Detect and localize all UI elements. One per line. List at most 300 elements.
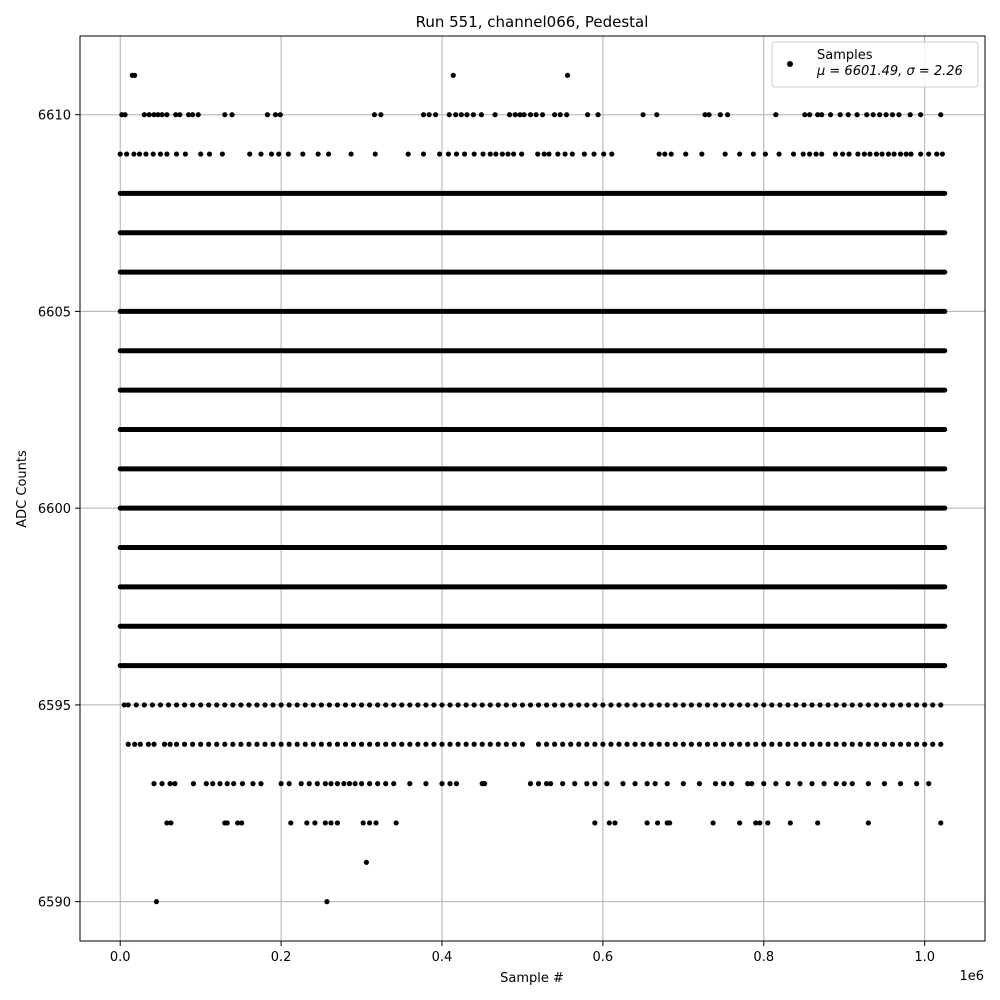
sample-point [926, 151, 931, 156]
sample-point [328, 781, 333, 786]
sample-point [751, 151, 756, 156]
sample-point [147, 112, 152, 117]
sample-point [383, 742, 388, 747]
sample-point [335, 742, 340, 747]
sample-point [439, 742, 444, 747]
sample-point [359, 702, 364, 707]
sample-point [433, 112, 438, 117]
sample-point [763, 151, 768, 156]
sample-point [447, 781, 452, 786]
legend-label: Samples [817, 48, 873, 63]
sample-point [295, 742, 300, 747]
sample-point [311, 742, 316, 747]
sample-point [534, 112, 539, 117]
sample-point [737, 742, 742, 747]
sample-point [348, 151, 353, 156]
sample-point [898, 702, 903, 707]
sample-point [126, 742, 131, 747]
sample-point [785, 781, 790, 786]
sample-point [288, 820, 293, 825]
sample-point [164, 112, 169, 117]
sample-point [462, 151, 467, 156]
sample-point [519, 151, 524, 156]
sample-point [225, 781, 230, 786]
sample-point [286, 151, 291, 156]
sample-point [167, 781, 172, 786]
sample-point [407, 742, 412, 747]
sample-point [206, 742, 211, 747]
sample-point [721, 702, 726, 707]
sample-point [934, 151, 939, 156]
sample-point [697, 781, 702, 786]
sample-point [504, 742, 509, 747]
sample-point [908, 112, 913, 117]
sample-point [480, 151, 485, 156]
sample-point [207, 151, 212, 156]
sample-point [278, 112, 283, 117]
y-tick-label: 6605 [37, 305, 71, 321]
sample-point [500, 151, 505, 156]
sample-point [822, 781, 827, 786]
sample-point [601, 151, 606, 156]
sample-point [866, 742, 871, 747]
sample-point [864, 112, 869, 117]
sample-point [815, 820, 820, 825]
sample-point [230, 702, 235, 707]
sample-point [877, 112, 882, 117]
sample-point [270, 702, 275, 707]
sample-point [777, 742, 782, 747]
sample-point [177, 112, 182, 117]
sample-point [654, 112, 659, 117]
sample-point [521, 112, 526, 117]
sample-point [375, 781, 380, 786]
sample-point [699, 151, 704, 156]
sample-point [535, 151, 540, 156]
sample-point [287, 781, 292, 786]
sample-point [867, 151, 872, 156]
sample-point [328, 820, 333, 825]
sample-point [842, 702, 847, 707]
sample-point [544, 742, 549, 747]
sample-point [591, 151, 596, 156]
x-tick-label: 1.0 [914, 950, 936, 965]
sample-point [343, 742, 348, 747]
sample-point [914, 702, 919, 707]
sample-point [568, 702, 573, 707]
sample-point [351, 702, 356, 707]
sample-point [562, 151, 567, 156]
sample-point [431, 702, 436, 707]
sample-point [122, 112, 127, 117]
sample-point [858, 702, 863, 707]
sample-point [689, 702, 694, 707]
sample-point [749, 781, 754, 786]
sample-point [351, 742, 356, 747]
sample-point [558, 112, 563, 117]
sample-point [600, 742, 605, 747]
sample-point [908, 151, 913, 156]
sample-point [657, 151, 662, 156]
y-axis-title: ADC Counts [15, 450, 30, 528]
sample-point [488, 742, 493, 747]
sample-point [265, 112, 270, 117]
sample-point [776, 151, 781, 156]
sample-point [454, 781, 459, 786]
sample-point [649, 702, 654, 707]
sample-point [938, 820, 943, 825]
legend-marker [787, 61, 793, 67]
sample-point [158, 151, 163, 156]
sample-point [705, 702, 710, 707]
sample-point [801, 151, 806, 156]
sample-point [632, 781, 637, 786]
sample-point [273, 112, 278, 117]
sample-point [802, 112, 807, 117]
sample-point [710, 820, 715, 825]
sample-point [828, 112, 833, 117]
sample-point [938, 112, 943, 117]
sample-point [482, 781, 487, 786]
sample-point [930, 702, 935, 707]
sample-point [247, 151, 252, 156]
sample-point [258, 781, 263, 786]
sample-point [493, 151, 498, 156]
sample-point [239, 820, 244, 825]
sample-point [641, 112, 646, 117]
sample-point [926, 781, 931, 786]
sample-point [304, 820, 309, 825]
sample-point [592, 820, 597, 825]
sample-point [838, 112, 843, 117]
sample-point [793, 742, 798, 747]
sample-point [745, 702, 750, 707]
sample-point [882, 742, 887, 747]
sample-point [464, 702, 469, 707]
sample-point [834, 702, 839, 707]
sample-point [552, 742, 557, 747]
sample-point [307, 781, 312, 786]
sample-point [174, 702, 179, 707]
sample-point [582, 151, 587, 156]
sample-point [879, 151, 884, 156]
sample-point [446, 151, 451, 156]
sample-point [632, 742, 637, 747]
sample-point [167, 742, 172, 747]
sample-point [146, 742, 151, 747]
sample-point [222, 702, 227, 707]
sample-point [190, 112, 195, 117]
sample-point [421, 112, 426, 117]
sample-point [737, 151, 742, 156]
sample-point [914, 742, 919, 747]
sample-point [753, 742, 758, 747]
sample-point [451, 73, 456, 78]
sample-point [367, 781, 372, 786]
sample-point [183, 151, 188, 156]
sample-point [276, 151, 281, 156]
sample-point [777, 702, 782, 707]
sample-point [697, 702, 702, 707]
sample-point [131, 151, 136, 156]
sample-point [335, 820, 340, 825]
sample-point [347, 781, 352, 786]
sample-point [564, 112, 569, 117]
chart-title: Run 551, channel066, Pedestal [415, 13, 649, 31]
sample-point [673, 702, 678, 707]
sample-point [649, 742, 654, 747]
sample-point [214, 742, 219, 747]
sample-point [673, 742, 678, 747]
sample-point [383, 702, 388, 707]
sample-point [231, 781, 236, 786]
sample-point [258, 151, 263, 156]
sample-point [164, 151, 169, 156]
sample-point [375, 742, 380, 747]
sample-point [713, 781, 718, 786]
sample-point [866, 702, 871, 707]
sample-point [353, 781, 358, 786]
sample-point [472, 702, 477, 707]
sample-point [359, 742, 364, 747]
sample-point [874, 702, 879, 707]
sample-point [866, 781, 871, 786]
sample-point [938, 742, 943, 747]
sample-point [819, 112, 824, 117]
sample-point [238, 702, 243, 707]
sample-point [299, 781, 304, 786]
sample-point [753, 702, 758, 707]
sample-point [507, 112, 512, 117]
sample-point [455, 742, 460, 747]
sample-point [327, 742, 332, 747]
sample-point [718, 112, 723, 117]
sample-point [238, 742, 243, 747]
sample-point [323, 781, 328, 786]
x-axis-title: Sample # [500, 971, 564, 986]
sample-point [423, 702, 428, 707]
sample-point [287, 702, 292, 707]
sample-point [584, 781, 589, 786]
sample-point [479, 112, 484, 117]
sample-point [801, 742, 806, 747]
sample-point [769, 702, 774, 707]
sample-point [898, 151, 903, 156]
sample-point [938, 702, 943, 707]
sample-point [729, 742, 734, 747]
sample-point [540, 112, 545, 117]
sample-point [254, 702, 259, 707]
sample-point [898, 781, 903, 786]
sample-point [842, 742, 847, 747]
sample-point [713, 742, 718, 747]
sample-point [415, 702, 420, 707]
sample-point [496, 702, 501, 707]
sample-point [896, 112, 901, 117]
sample-point [488, 151, 493, 156]
sample-point [138, 742, 143, 747]
sample-point [225, 820, 230, 825]
sample-point [198, 742, 203, 747]
sample-point [319, 702, 324, 707]
sample-point [807, 151, 812, 156]
sample-point [858, 742, 863, 747]
sample-point [874, 742, 879, 747]
sample-point [592, 742, 597, 747]
sample-point [930, 742, 935, 747]
x-tick-label: 0.2 [270, 950, 292, 965]
sample-point [797, 781, 802, 786]
sample-point [190, 742, 195, 747]
sample-point [367, 820, 372, 825]
sample-point [134, 702, 139, 707]
sample-point [391, 781, 396, 786]
grid-lines [80, 36, 985, 941]
sample-point [882, 702, 887, 707]
legend-stats: μ = 6601.49, σ = 2.26 [817, 64, 963, 79]
sample-point [447, 702, 452, 707]
sample-point [453, 112, 458, 117]
sample-point [230, 742, 235, 747]
sample-point [327, 702, 332, 707]
sample-point [383, 781, 388, 786]
sample-point [737, 820, 742, 825]
sample-point [323, 820, 328, 825]
sample-point [217, 781, 222, 786]
sample-point [757, 820, 762, 825]
sample-point [608, 742, 613, 747]
sample-point [528, 702, 533, 707]
sample-point [399, 702, 404, 707]
sample-point [407, 781, 412, 786]
sample-point [807, 112, 812, 117]
sample-point [512, 702, 517, 707]
sample-point [279, 781, 284, 786]
sample-point [182, 742, 187, 747]
sample-point [166, 702, 171, 707]
sample-point [595, 112, 600, 117]
sample-point [143, 151, 148, 156]
sample-point [891, 151, 896, 156]
sample-point [311, 702, 316, 707]
sample-point [198, 702, 203, 707]
sample-point [809, 781, 814, 786]
legend [772, 42, 978, 87]
sample-point [555, 151, 560, 156]
sample-point [632, 702, 637, 707]
sample-point [372, 112, 377, 117]
sample-point [570, 151, 575, 156]
sample-point [142, 112, 147, 117]
sample-point [855, 151, 860, 156]
sample-point [761, 702, 766, 707]
sample-point [373, 151, 378, 156]
sample-point [765, 820, 770, 825]
sample-point [488, 702, 493, 707]
sample-point [616, 702, 621, 707]
sample-point [471, 112, 476, 117]
sample-point [667, 820, 672, 825]
sample-point [406, 151, 411, 156]
sample-point [174, 742, 179, 747]
sample-point [262, 742, 267, 747]
sample-point [624, 742, 629, 747]
sample-point [407, 702, 412, 707]
x-tick-label: 0.6 [592, 950, 614, 965]
sample-point [472, 742, 477, 747]
sample-point [600, 702, 605, 707]
sample-point [536, 742, 541, 747]
sample-point [204, 781, 209, 786]
sample-point [431, 742, 436, 747]
sample-point [159, 781, 164, 786]
sample-point [721, 781, 726, 786]
sample-point [918, 112, 923, 117]
sample-point [447, 742, 452, 747]
sample-point [801, 702, 806, 707]
sample-point [681, 781, 686, 786]
x-tick-label: 0.0 [109, 950, 131, 965]
sample-point [214, 702, 219, 707]
sample-point [665, 702, 670, 707]
sample-point [391, 702, 396, 707]
sample-point [616, 742, 621, 747]
sample-point [158, 702, 163, 707]
sample-point [607, 820, 612, 825]
sample-point [817, 702, 822, 707]
sample-point [421, 151, 426, 156]
sample-point [866, 820, 871, 825]
sample-point [657, 702, 662, 707]
sample-point [761, 742, 766, 747]
sample-point [536, 702, 541, 707]
sample-point [312, 820, 317, 825]
sample-point [922, 702, 927, 707]
sample-point [608, 702, 613, 707]
sample-point [151, 151, 156, 156]
sample-point [520, 742, 525, 747]
sample-point [612, 820, 617, 825]
sample-point [544, 702, 549, 707]
sample-point [196, 112, 201, 117]
sample-point [850, 702, 855, 707]
y-tick-label: 6600 [37, 502, 71, 518]
sample-point [246, 702, 251, 707]
sample-point [375, 702, 380, 707]
sample-point [480, 742, 485, 747]
sample-point [335, 702, 340, 707]
sample-point [568, 742, 573, 747]
sample-point [511, 151, 516, 156]
sample-point [918, 151, 923, 156]
sample-point [300, 151, 305, 156]
sample-point [645, 781, 650, 786]
data-points [118, 73, 945, 905]
x-tick-label: 0.8 [753, 950, 775, 965]
sample-point [154, 899, 159, 904]
x-axis-scale-offset: 1e6 [959, 969, 984, 984]
sample-point [681, 742, 686, 747]
sample-point [341, 781, 346, 786]
sample-point [576, 702, 581, 707]
sample-point [254, 742, 259, 747]
sample-point [335, 781, 340, 786]
sample-point [721, 742, 726, 747]
sample-point [906, 742, 911, 747]
sample-point [723, 151, 728, 156]
sample-point [394, 820, 399, 825]
sample-point [126, 702, 131, 707]
